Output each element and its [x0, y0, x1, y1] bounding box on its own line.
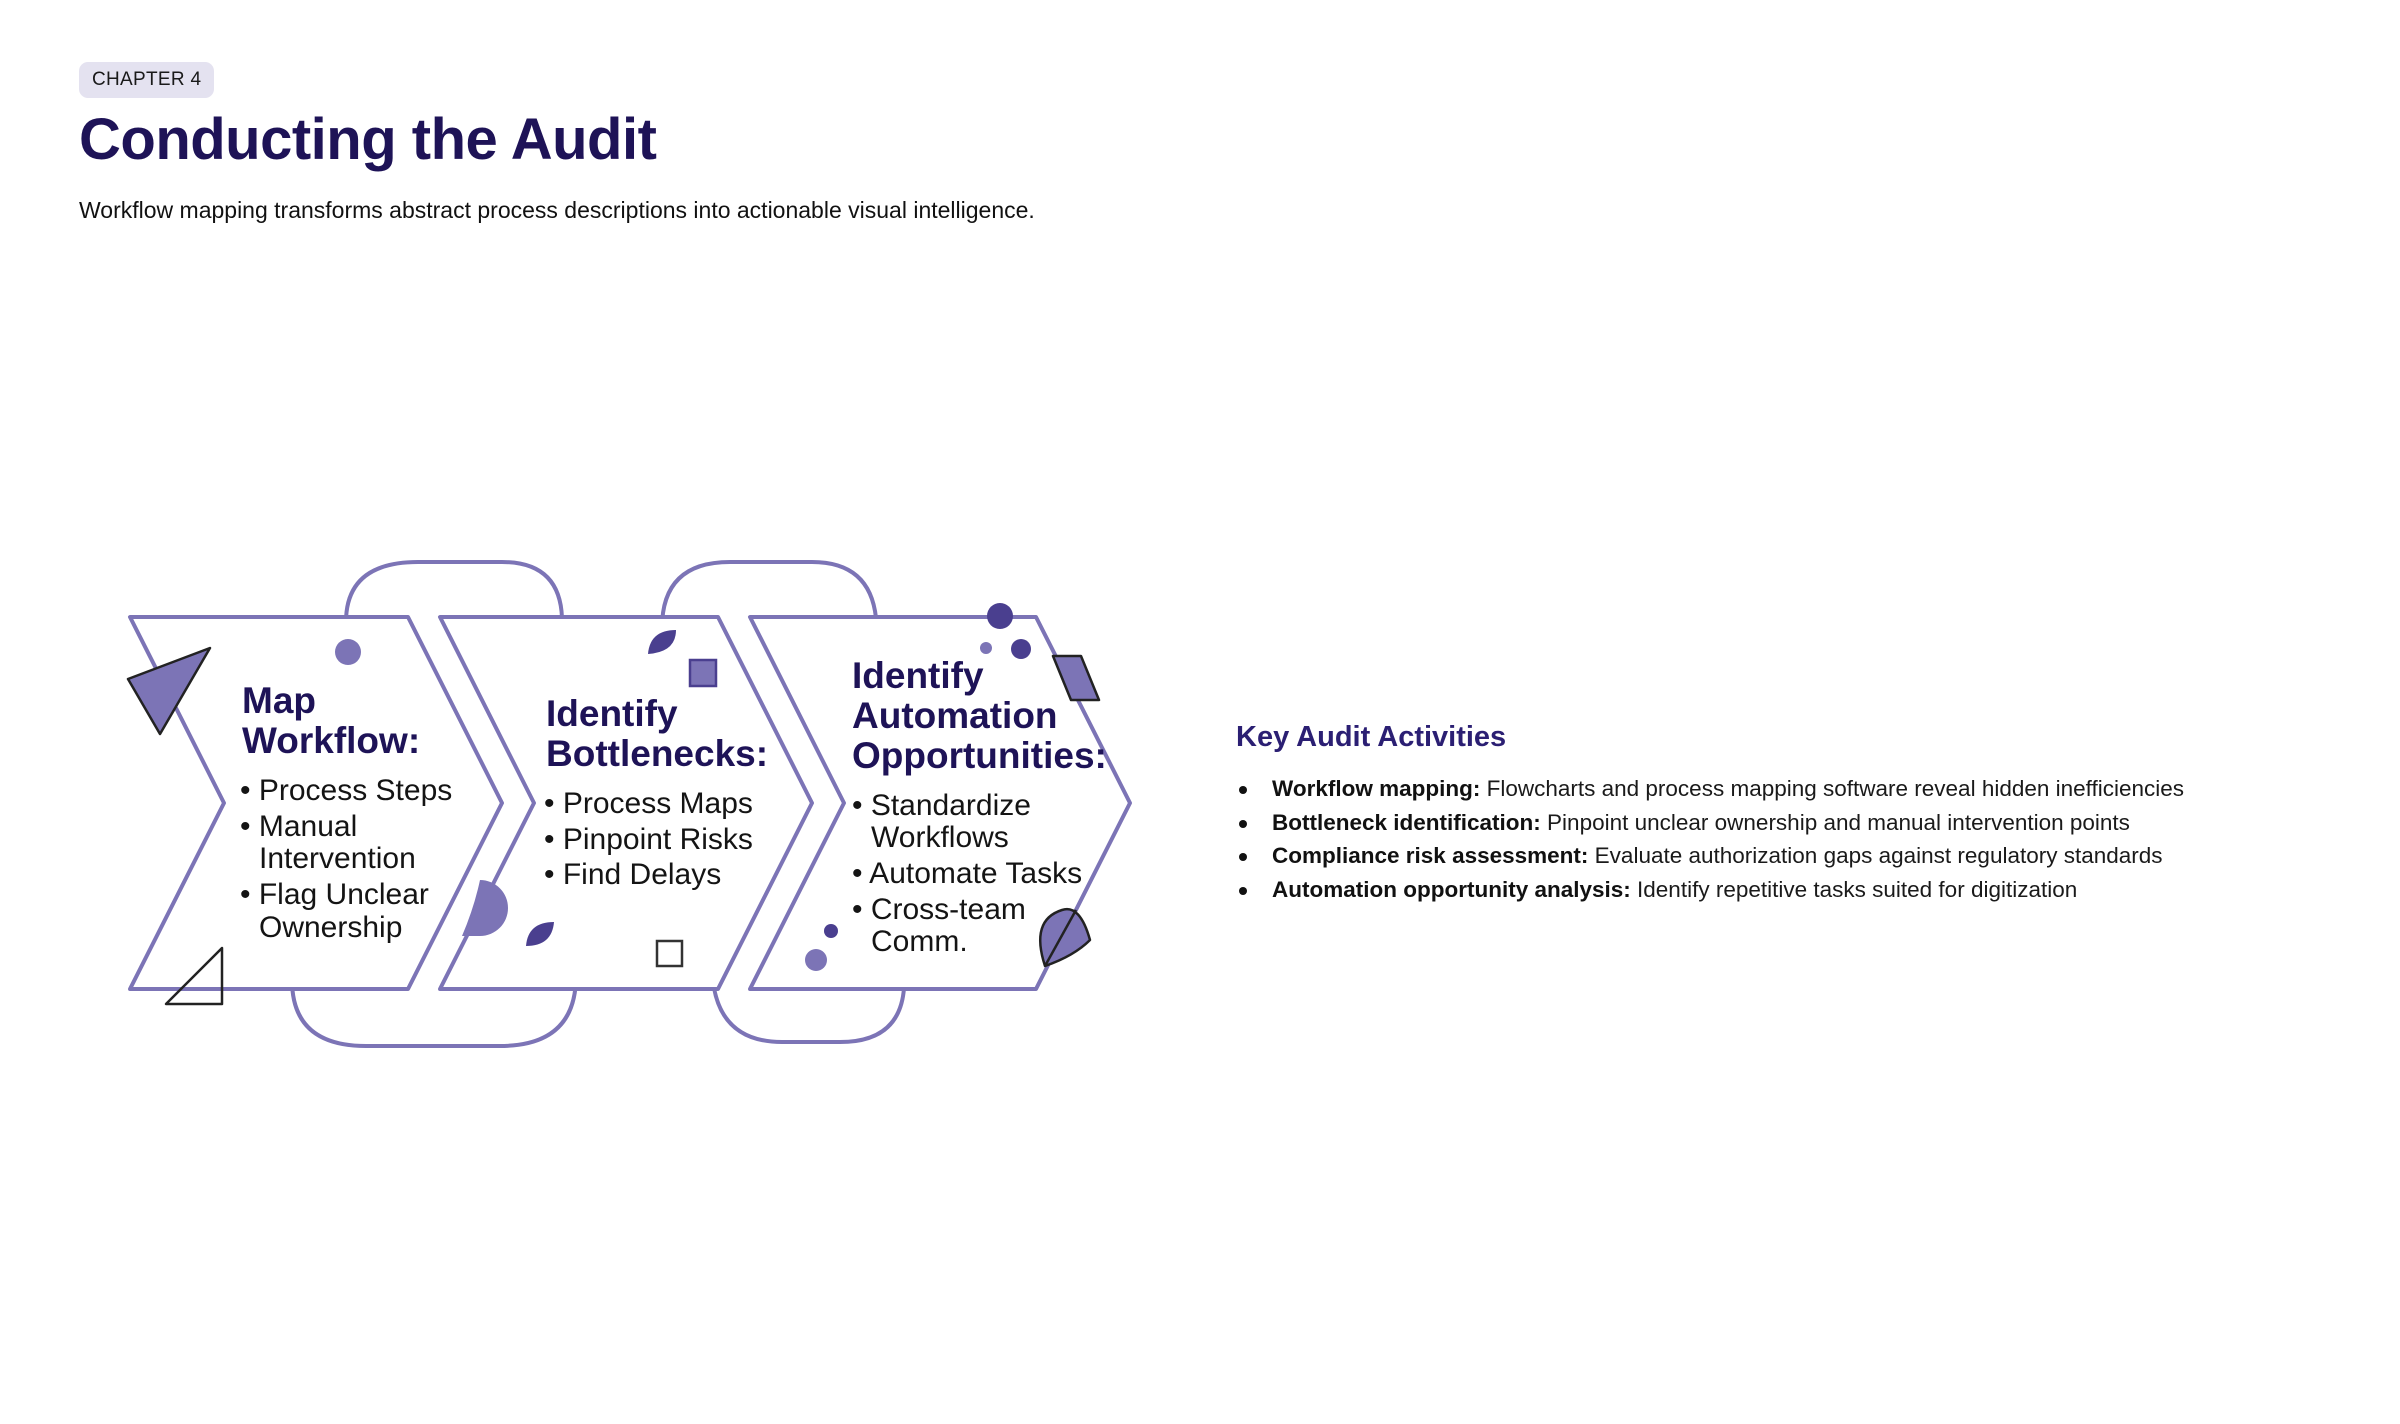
leaf-decoration-3 [1040, 909, 1090, 966]
square-decoration [690, 660, 716, 686]
step-item: Ownership [259, 911, 403, 944]
step-item: • Manual [240, 810, 358, 843]
list-item [1236, 839, 2356, 873]
step-item: • Process Steps [240, 774, 453, 807]
step-item: Workflows [871, 821, 1009, 854]
list-item [1236, 772, 2356, 806]
dot-decoration [335, 639, 361, 665]
page-title: Conducting the Audit [79, 107, 657, 172]
step-item: Intervention [259, 842, 416, 875]
step-item: • Find Delays [544, 858, 722, 891]
item-text: Pinpoint unclear ownership and manual intervention points [1547, 809, 2130, 835]
step-title: Bottlenecks: [546, 733, 769, 774]
dot-decoration-3 [1011, 639, 1031, 659]
step-item: • Automate Tasks [852, 857, 1083, 890]
step-item: • Flag Unclear [240, 878, 429, 911]
dot-decoration-4 [980, 642, 992, 654]
step-item: • Cross-team [852, 893, 1026, 926]
item-term: Workflow mapping: [1272, 776, 1481, 801]
step-item: Comm. [871, 925, 968, 958]
dot-decoration-5 [824, 924, 838, 938]
item-term: Automation opportunity analysis: [1272, 876, 1631, 902]
step-title: Workflow: [242, 720, 421, 761]
step-item: • Pinpoint Risks [544, 823, 753, 856]
step-item: • Standardize [852, 789, 1031, 822]
item-text: Evaluate authorization gaps against regulatory standards [1594, 843, 2163, 868]
list-item [1236, 806, 2356, 840]
item-term: Compliance risk assessment: [1272, 843, 1589, 868]
step-title: Automation [852, 695, 1058, 736]
step-item: • Process Maps [544, 787, 753, 820]
step-title: Identify [852, 655, 984, 696]
connector-loop-bottom-2 [714, 988, 904, 1042]
item-text: Identify repetitive tasks suited for digitization [1637, 876, 2078, 902]
section-heading: Key Audit Activities [1236, 721, 1507, 753]
step-title: Map [242, 680, 316, 721]
activities-list [1236, 772, 2356, 906]
page-subtitle: Workflow mapping transforms abstract process descriptions into actionable visual intelligence. [79, 197, 1035, 223]
list-item [1236, 873, 2356, 907]
dot-decoration-2 [987, 603, 1013, 629]
item-term: Bottleneck identification: [1272, 809, 1541, 835]
workflow-diagram [0, 0, 1180, 1100]
item-text: Flowcharts and process mapping software reveal hidden inefficiencies [1486, 776, 2185, 801]
chapter-badge: CHAPTER 4 [79, 62, 214, 98]
key-activities-section [1236, 714, 2356, 906]
dot-decoration-6 [805, 949, 827, 971]
step-title: Opportunities: [852, 735, 1107, 776]
step-title: Identify [546, 693, 678, 734]
